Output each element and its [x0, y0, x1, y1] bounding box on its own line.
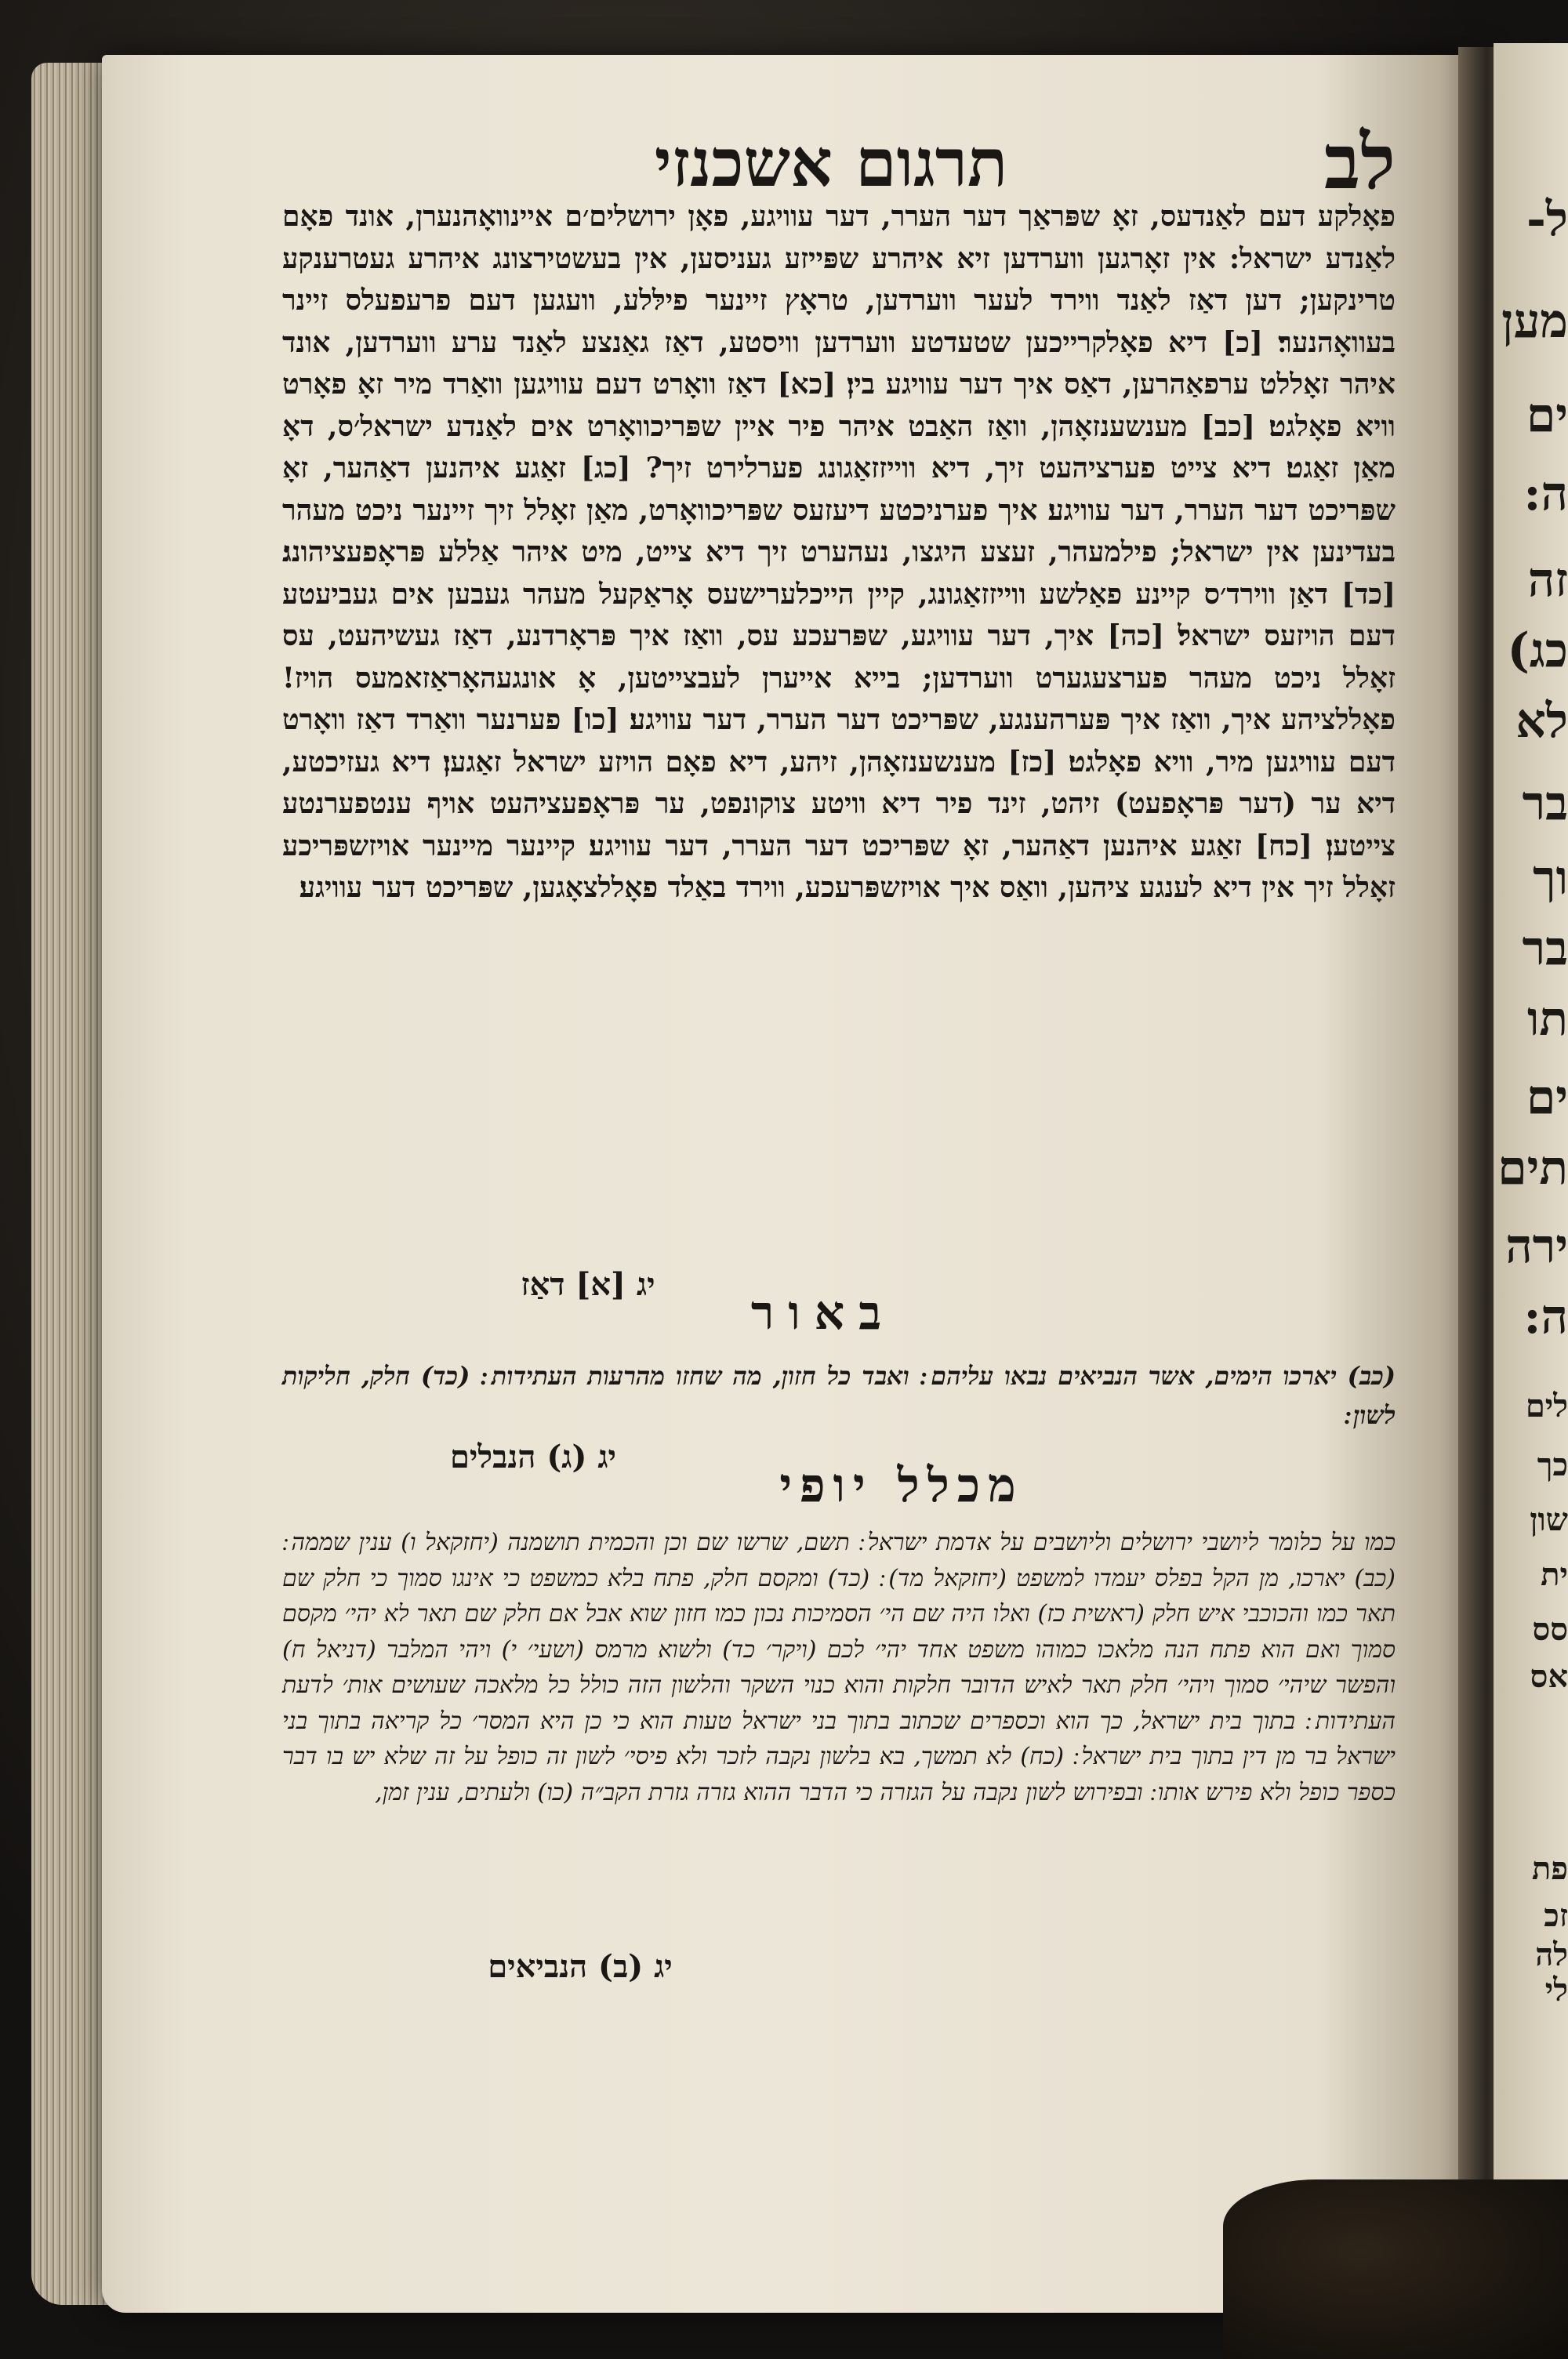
- next-page-fragment: לא: [1515, 694, 1568, 749]
- mikhlal-heading: מכלל יופי: [779, 1458, 1024, 1513]
- next-page-fragment: אס: [1530, 1658, 1568, 1695]
- next-page-fragment: שון: [1530, 1501, 1568, 1538]
- catchword-mikhlal: יג (ב) הנביאים: [488, 1948, 673, 1985]
- catchword-biur: יג (ג) הנבלים: [449, 1439, 617, 1475]
- running-head: [298, 118, 1396, 204]
- next-page-fragment: מען: [1501, 294, 1568, 349]
- mikhlal-text: [282, 1525, 1396, 1810]
- main-paragraph: פאָלקע דעם לאַנדעס, זאָ שפּראַך דער הערר, דער עוויגע, פאָן ירושלים׳ם איינוואָהנערן, אונד פאָם לאַנדע ישראל: אין זאָרגען ווערדען זיא איהרע שפּייזע געניסען, אין בעשטירצונג איהרע געטרענקע טרינקען; דען דאַז לאַנד ווירד לעער ווערדען, טראָץ זיינער פילּלע, וועגען דעם פרעפעלס זיינר בעוואָהנער׃ [כ] דיא פאָלקרייכען שטעדטע ווערדען וויסטע, דאַז גאַנצע לאַנד ערע ווערדען, אונד איהר זאָללט ערפאַהרען, דאַס איך דער עוויגע בין׃ [כא] דאַז וואָרט דעם עוויגען וואַרד מיר זאָ פאָרט וויא פאָלגט׃ [כב] מענשענזאָהן, וואַז האַבט איהר פיר איין שפּריכוואָרט אים לאַנדע ישראל׳ס, דאָ מאַן זאַגט׃ דיא צייט פערציהעט זיך, דיא ווייזזאַגונג פערלירט זיך? [כג] זאַגע איהנען דאַהער, זאָ שפּריכט דער הערר, דער עוויגע׃ איך פערניכטע דיעזעס שפּריכוואָרט, מאַן זאָלל זיך זיינער ניכט מעהר בעדינען אין ישראל; פילמעהר, זעצע היגצו, נעהערט זיך דיא צייט, מיט איהר אַללע פּראָפעציהונג׃ [כד] דאַן ווירד׳ס קיינע פאַלשע ווייזזאַגונג, קיין הייכלערישעס אָראַקעל מעהר געבען אים געביעטע דעם הויזעס ישראל׃ [כה] איך, דער עוויגע, שפּרעכע עס, וואַז איך פּראָרדנע, דאַז געשיהעט, עס זאָלל ניכט מעהר פערצעגערט ווערדען; בייא אייערן לעבצייטען, אָ אונגעהאָראַזאמעס הויז! פאָללציהע איך, וואַז איך פּערהענגע, שפּריכט דער הערר, דער עוויגע׃ [כו] פערנער וואַרד דאַז וואָרט דעם עוויגען מיר, וויא פאָלגט׃ [כז] מענשענזאָהן, זיהע, דיא פאָם הויזע ישראל זאַגען׃ דיא געזיכטע, דיא ער (דער פּראָפעט) זיהט, זינד פיר דיא וויטע צוקונפט, ער פּראָפעציהעט אויף ענטפערנטע צייטען׃ [כח] זאַגע איהנען דאַהער, זאָ שפּריכט דער הערר, דער עוויגע׃ קיינער מיינער אויזשפּריכע זאָלל זיך אין דיא לענגע ציהען, וואַס איך אויזשפּרעכע, ווירד באַלד פאָללצאָגען, שפּריכט דער עוויגע׃: [282, 200, 1396, 904]
- next-page-fragment: כך: [1537, 1446, 1568, 1483]
- page-title: תרגום אשכנזי: [654, 124, 1008, 201]
- next-page-fragment: בר: [1522, 776, 1568, 831]
- next-page-fragment: לים: [1525, 1388, 1568, 1424]
- folio: לב: [1323, 118, 1396, 206]
- next-page-fragment: ל-: [1526, 192, 1568, 247]
- next-page-fragment: פת: [1531, 1850, 1568, 1887]
- next-page-fragment: זכ: [1544, 1897, 1568, 1934]
- next-page-fragment: ה:: [1523, 1290, 1568, 1345]
- next-page-fragment: לי: [1544, 1972, 1568, 2009]
- biur-text: (כב) יארכו הימים, אשר הנביאים נבאו עליהם ׃ ואבד כל חזון, מה שחזו מהרעות העתידות ׃ (כד) חלק, חליקות לשון ׃: [282, 1361, 1396, 1430]
- next-page-fragment: לה: [1535, 1936, 1568, 1973]
- mikhlal-paragraph: כמו על כלומר ליושבי ירושלים וליושבים על אדמת ישראל ׃ תשם, שרשו שם וכן והכמית תושמנה (יחזקאל ו) ענין שממה ׃ (כב) יארכו, מן הקל בפלס יעמדו למשפט (יחזקאל מד) ׃ (כד) ומקסם חלק, פתח בלא כמשפט כי אינגו סמוך כי חלק שם תאר כמו והכוכבי איש חלק (ראשית כז) ואלו היה שם הי׳ הסמיכות נכון כמו חזון שוא אבל אם חלק שם תאר לא יהי׳ מקסם סמוך ואם הוא פתח הנה מלאכו כמוהו משפט אחד יהי׳ לכם (ויקר׳ כד) ולשוא מרמס (ושעי׳ י) ויהי המלבר (דניאל ח) והפשר שיהי׳ סמוך ויהי׳ חלק תאר לאיש הדובר חלקות והוא כנוי השקר והלשון הזה כולל כל מלאכה שעושים אות׳ לדעת העתידות ׃ בתוך בית ישראל, כך הוא וכספרים שכתוב בתוך בני ישראל טעות הוא כי כן היא המסר׳ כל קריאה בתוך בני ישראל בר מן דין בתוך בית ישראל ׃ (כח) לא תמשך, בא בלשון נקבה לזכר ולא פיסי׳ לשון זה כופל על זה שלא יש בו דבר כספר כופל ולא פירש אותו ׃ ובפירוש לשון נקבה על הגזרה כי הדבר ההוא גזרה גזרת הקב״ה (כו) ולעתים, ענין זמן,: [282, 1529, 1396, 1806]
- next-page-edge: [1494, 43, 1568, 2325]
- next-page-fragment: תו: [1527, 992, 1568, 1047]
- next-page-fragment: בר: [1522, 921, 1568, 976]
- next-page-fragment: ים: [1526, 1070, 1568, 1125]
- next-page-fragment: ית: [1541, 1556, 1568, 1593]
- next-page-fragment: וך: [1533, 851, 1568, 905]
- next-page-fragment: ים: [1526, 388, 1568, 443]
- next-page-fragment: זה: [1527, 553, 1568, 608]
- next-page-fragment: ה:: [1523, 466, 1568, 521]
- catchword-main: יג [א] דאַז: [521, 1266, 655, 1303]
- next-page-fragment: תים: [1497, 1141, 1568, 1196]
- biur-heading: באור: [750, 1286, 896, 1341]
- damaged-corner: [1223, 2179, 1568, 2359]
- next-page-fragment: כג): [1507, 623, 1568, 678]
- main-text: [282, 196, 1396, 909]
- next-page-fragment: סס: [1532, 1611, 1568, 1648]
- next-page-fragment: ירה: [1505, 1219, 1568, 1274]
